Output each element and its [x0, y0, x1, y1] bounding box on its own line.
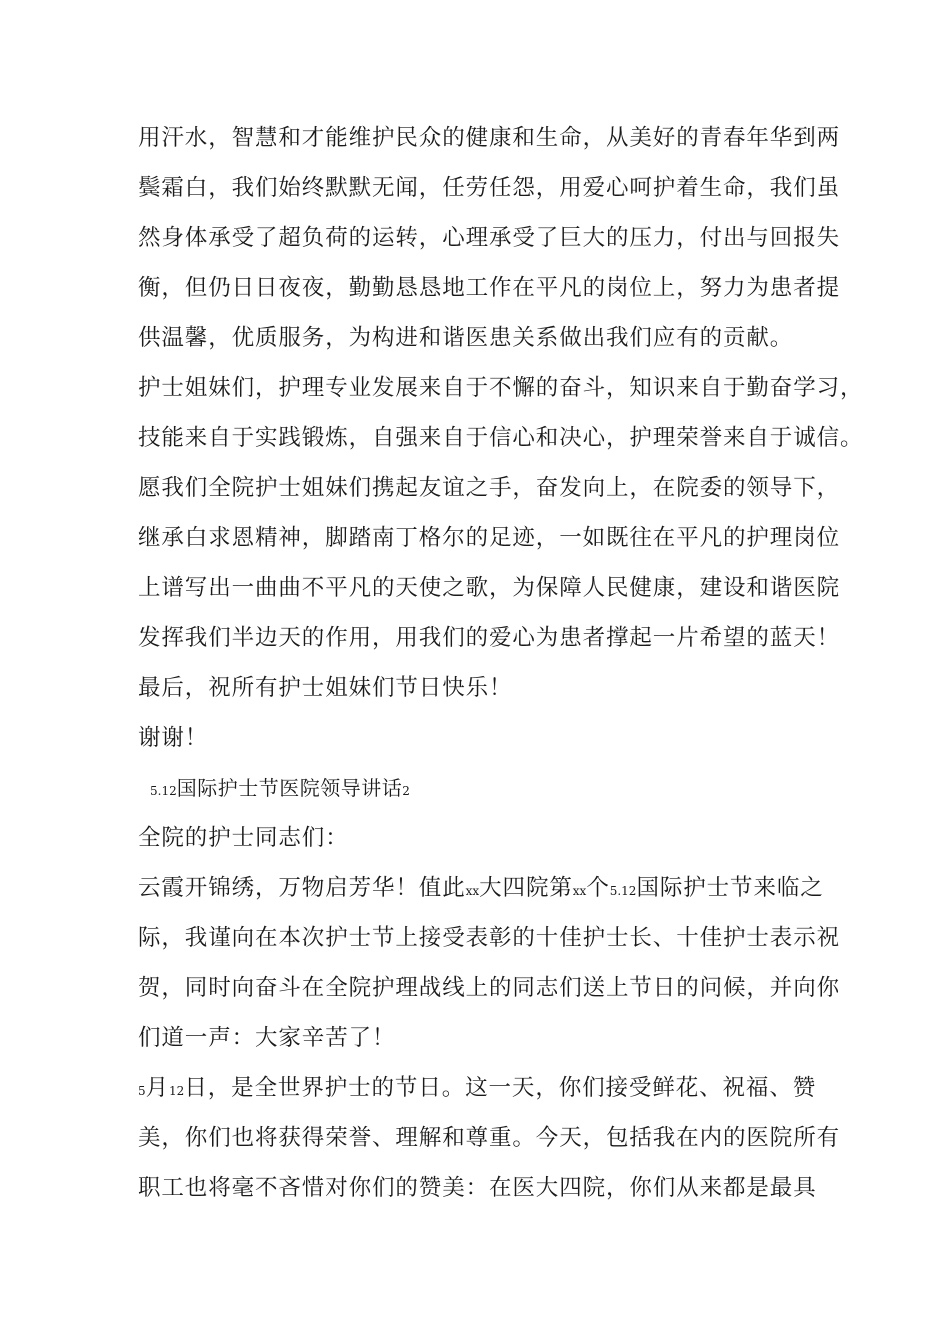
- text-line: 用汗水，智慧和才能维护民众的健康和生命，从美好的青春年华到两: [138, 125, 841, 151]
- text-segment: 国际护士节来临之: [636, 875, 824, 901]
- text-line: 鬓霜白，我们始终默默无闻，任劳任怨，用爱心呵护着生命，我们虽: [138, 175, 841, 201]
- text-line: 护士姐妹们，护理专业发展来自于不懈的奋斗，知识来自于勤奋学习，: [138, 375, 864, 401]
- salutation: 全院的护士同志们：: [138, 825, 349, 851]
- text-line: 美，你们也将获得荣誉、理解和尊重。今天，包括我在内的医院所有: [138, 1125, 841, 1151]
- text-line: 谢谢！: [138, 725, 209, 751]
- text-line: 技能来自于实践锻炼，自强来自于信心和决心，护理荣誉来自于诚信。: [138, 425, 864, 451]
- text-line: 愿我们全院护士姐妹们携起友谊之手，奋发向上，在院委的领导下，: [138, 475, 841, 501]
- text-segment: 月: [145, 1075, 170, 1101]
- month-number: 5: [138, 1084, 146, 1098]
- text-segment: 大四院第: [479, 875, 573, 901]
- day-number: 12: [169, 1084, 185, 1098]
- text-line: 上谱写出一曲曲不平凡的天使之歌，为保障人民健康，建设和谐医院: [138, 575, 841, 601]
- text-line: 职工也将毫不吝惜对你们的赞美：在医大四院，你们从来都是最具: [138, 1175, 817, 1201]
- heading-number-suffix: 2: [402, 784, 410, 798]
- text-line: 际，我谨向在本次护士节上接受表彰的十佳护士长、十佳护士表示祝: [138, 925, 841, 951]
- text-line: 发挥我们半边天的作用，用我们的爱心为患者撑起一片希望的蓝天！: [138, 625, 841, 651]
- text-segment: 个: [586, 875, 610, 901]
- text-line: [138, 873, 824, 906]
- date-number: 5.12: [609, 884, 637, 898]
- text-line: [138, 1073, 816, 1106]
- text-line: 衡，但仍日日夜夜，勤勤恳恳地工作在平凡的岗位上，努力为患者提: [138, 275, 841, 301]
- text-line: 最后，祝所有护士姐妹们节日快乐！: [138, 675, 513, 701]
- text-line: 供温馨，优质服务，为构进和谐医患关系做出我们应有的贡献。: [138, 325, 794, 351]
- heading-number-prefix: 5.12: [150, 784, 177, 798]
- text-segment: 云霞开锦绣，万物启芳华！值此: [138, 875, 466, 901]
- placeholder-xx: xx: [465, 884, 480, 898]
- heading-title: 国际护士节医院领导讲话: [176, 776, 403, 800]
- text-line: 贺，同时向奋斗在全院护理战线上的同志们送上节日的问候，并向你: [138, 975, 841, 1001]
- text-line: 然身体承受了超负荷的运转，心理承受了巨大的压力，付出与回报失: [138, 225, 841, 251]
- text-line: 们道一声：大家辛苦了！: [138, 1025, 396, 1051]
- text-segment: 日，是全世界护士的节日。这一天，你们接受鲜花、祝福、赞: [184, 1075, 817, 1101]
- text-line: 继承白求恩精神，脚踏南丁格尔的足迹，一如既往在平凡的护理岗位: [138, 525, 841, 551]
- placeholder-xx: xx: [572, 884, 587, 898]
- section-heading: [150, 773, 410, 806]
